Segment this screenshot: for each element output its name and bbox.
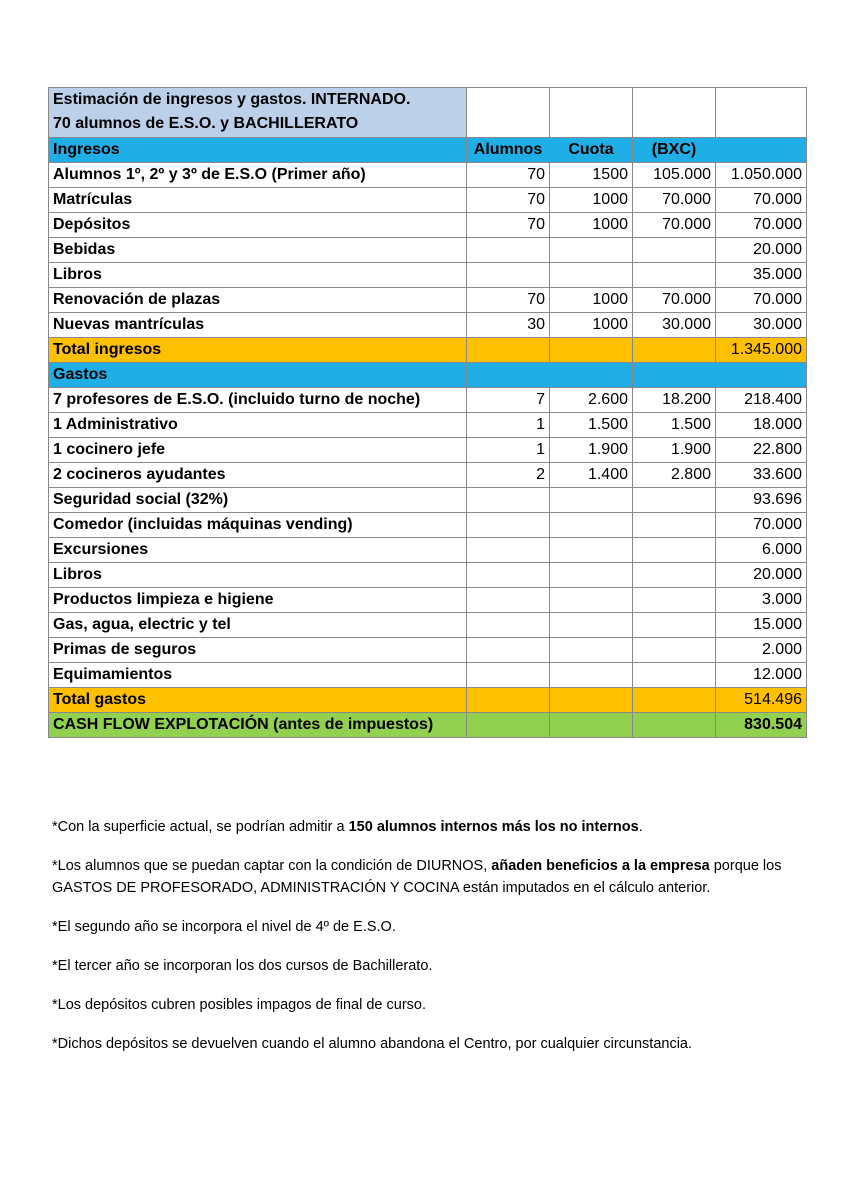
note-1: *Con la superficie actual, se podrían admitir a 150 alumnos internos más los no internos.	[52, 819, 643, 835]
cell-bxc	[633, 588, 716, 613]
cell-cuota: 1.500	[550, 413, 633, 438]
table-row	[49, 663, 807, 688]
cell-total: 1.050.000	[716, 163, 807, 188]
cell-alumnos: 70	[467, 213, 550, 238]
table-row	[49, 613, 807, 638]
cell-bxc: 70.000	[633, 213, 716, 238]
note-3: *El segundo año se incorpora el nivel de 4º de E.S.O.	[52, 919, 396, 935]
cell-cuota: 1.900	[550, 438, 633, 463]
table-row	[49, 313, 807, 338]
cell-bxc	[633, 263, 716, 288]
table-row	[49, 463, 807, 488]
table-row	[49, 288, 807, 313]
cell-total: 15.000	[716, 613, 807, 638]
row-label: Seguridad social (32%)	[49, 488, 467, 513]
ingresos-header: Ingresos	[49, 138, 467, 163]
cell-alumnos: 70	[467, 188, 550, 213]
cell-alumnos	[467, 238, 550, 263]
cell-bxc	[633, 638, 716, 663]
cell-total: 20.000	[716, 563, 807, 588]
empty-cell	[716, 88, 807, 138]
cell-total: 70.000	[716, 288, 807, 313]
table-row	[49, 438, 807, 463]
cell-cuota: 1000	[550, 188, 633, 213]
cell-alumnos	[467, 538, 550, 563]
empty-cell	[467, 338, 550, 363]
cell-alumnos	[467, 663, 550, 688]
cell-bxc: 1.500	[633, 413, 716, 438]
cell-cuota	[550, 238, 633, 263]
cell-bxc	[633, 238, 716, 263]
cell-alumnos: 2	[467, 463, 550, 488]
cell-cuota: 1500	[550, 163, 633, 188]
table-row	[49, 638, 807, 663]
table-row	[49, 513, 807, 538]
cell-cuota: 1.400	[550, 463, 633, 488]
table-row	[49, 163, 807, 188]
gastos-header-row	[49, 363, 807, 388]
row-label: Renovación de plazas	[49, 288, 467, 313]
total-ingresos-row	[49, 338, 807, 363]
cell-alumnos	[467, 638, 550, 663]
cell-alumnos	[467, 488, 550, 513]
empty-cell	[467, 688, 550, 713]
cell-total: 18.000	[716, 413, 807, 438]
cell-alumnos	[467, 263, 550, 288]
cell-alumnos	[467, 588, 550, 613]
cell-cuota: 1000	[550, 213, 633, 238]
empty-cell	[633, 713, 716, 738]
cell-bxc	[633, 488, 716, 513]
gastos-header: Gastos	[49, 363, 467, 388]
note-4: *El tercer año se incorporan los dos cursos de Bachillerato.	[52, 958, 433, 974]
empty-cell	[550, 713, 633, 738]
empty-cell	[467, 363, 550, 388]
table-row	[49, 188, 807, 213]
cell-bxc	[633, 538, 716, 563]
cell-cuota	[550, 663, 633, 688]
cell-total: 70.000	[716, 188, 807, 213]
cash-flow-row-value: 830.504	[716, 713, 807, 738]
empty-cell	[467, 713, 550, 738]
cell-total: 70.000	[716, 213, 807, 238]
cell-cuota	[550, 563, 633, 588]
row-label: Comedor (incluidas máquinas vending)	[49, 513, 467, 538]
empty-cell	[633, 338, 716, 363]
budget-table	[48, 87, 807, 738]
row-label: Gas, agua, electric y tel	[49, 613, 467, 638]
total-ingresos-row-label: Total ingresos	[49, 338, 467, 363]
cell-alumnos: 70	[467, 163, 550, 188]
cell-total: 70.000	[716, 513, 807, 538]
cash-flow-row-label: CASH FLOW EXPLOTACIÓN (antes de impuestos)	[49, 713, 467, 738]
ingresos-header-row	[49, 138, 807, 163]
cell-total: 93.696	[716, 488, 807, 513]
col-header-cuota: Cuota	[550, 138, 633, 163]
cell-alumnos	[467, 513, 550, 538]
cell-cuota	[550, 588, 633, 613]
note-6: *Dichos depósitos se devuelven cuando el alumno abandona el Centro, por cualquier circunstancia.	[52, 1036, 693, 1052]
row-label: Libros	[49, 563, 467, 588]
cell-alumnos: 1	[467, 413, 550, 438]
cell-total: 218.400	[716, 388, 807, 413]
row-label: Libros	[49, 263, 467, 288]
cell-cuota: 2.600	[550, 388, 633, 413]
row-label: Nuevas mantrículas	[49, 313, 467, 338]
table-row	[49, 488, 807, 513]
empty-cell	[550, 363, 633, 388]
total-ingresos-row-value: 1.345.000	[716, 338, 807, 363]
cell-bxc: 2.800	[633, 463, 716, 488]
empty-cell	[633, 688, 716, 713]
cell-bxc	[633, 563, 716, 588]
cell-bxc: 1.900	[633, 438, 716, 463]
cell-alumnos	[467, 613, 550, 638]
table-row	[49, 388, 807, 413]
table-row	[49, 263, 807, 288]
cell-cuota	[550, 263, 633, 288]
row-label: Productos limpieza e higiene	[49, 588, 467, 613]
cell-cuota	[550, 538, 633, 563]
total-gastos-row	[49, 688, 807, 713]
table-row	[49, 538, 807, 563]
row-label: 1 cocinero jefe	[49, 438, 467, 463]
cell-bxc	[633, 513, 716, 538]
table-row	[49, 238, 807, 263]
cell-cuota: 1000	[550, 288, 633, 313]
cell-total: 35.000	[716, 263, 807, 288]
cash-flow-row	[49, 713, 807, 738]
empty-cell	[633, 363, 716, 388]
row-label: Primas de seguros	[49, 638, 467, 663]
cell-alumnos: 70	[467, 288, 550, 313]
cell-cuota	[550, 613, 633, 638]
row-label: Matrículas	[49, 188, 467, 213]
cell-total: 30.000	[716, 313, 807, 338]
cell-cuota	[550, 513, 633, 538]
cell-bxc: 18.200	[633, 388, 716, 413]
row-label: Excursiones	[49, 538, 467, 563]
cell-bxc	[633, 663, 716, 688]
cell-cuota: 1000	[550, 313, 633, 338]
row-label: Bebidas	[49, 238, 467, 263]
cell-cuota	[550, 488, 633, 513]
row-label: Depósitos	[49, 213, 467, 238]
table-row	[49, 563, 807, 588]
cell-bxc: 105.000	[633, 163, 716, 188]
empty-cell	[467, 88, 550, 138]
cell-alumnos: 30	[467, 313, 550, 338]
col-header-alumnos: Alumnos	[467, 138, 550, 163]
table-row	[49, 413, 807, 438]
col-header-bxc: (BXC)	[633, 138, 716, 163]
title-line-2: 70 alumnos de E.S.O. y BACHILLERATO	[53, 115, 359, 132]
cell-total: 12.000	[716, 663, 807, 688]
cell-alumnos	[467, 563, 550, 588]
total-gastos-row-label: Total gastos	[49, 688, 467, 713]
cell-alumnos: 1	[467, 438, 550, 463]
cell-bxc: 30.000	[633, 313, 716, 338]
row-label: 7 profesores de E.S.O. (incluido turno de noche)	[49, 388, 467, 413]
cell-bxc: 70.000	[633, 188, 716, 213]
note-5: *Los depósitos cubren posibles impagos de final de curso.	[52, 997, 427, 1013]
notes	[52, 816, 812, 1072]
cell-bxc	[633, 613, 716, 638]
cell-cuota	[550, 638, 633, 663]
cell-total: 22.800	[716, 438, 807, 463]
note-2: *Los alumnos que se puedan captar con la condición de DIURNOS, añaden beneficios a la empresa porque los GASTOS DE PROFESORADO, ADMINISTRACIÓN Y COCINA están imputados en el cálculo anterior.	[52, 858, 782, 896]
cell-total: 20.000	[716, 238, 807, 263]
title-line-1: Estimación de ingresos y gastos. INTERNADO.	[53, 91, 411, 108]
empty-cell	[550, 688, 633, 713]
cell-bxc: 70.000	[633, 288, 716, 313]
cell-total: 33.600	[716, 463, 807, 488]
table-title	[49, 88, 467, 138]
total-gastos-row-value: 514.496	[716, 688, 807, 713]
row-label: Alumnos 1º, 2º y 3º de E.S.O (Primer año)	[49, 163, 467, 188]
cell-total: 2.000	[716, 638, 807, 663]
table-row	[49, 588, 807, 613]
empty-cell	[716, 363, 807, 388]
row-label: 2 cocineros ayudantes	[49, 463, 467, 488]
cell-total: 3.000	[716, 588, 807, 613]
empty-cell	[550, 338, 633, 363]
row-label: 1 Administrativo	[49, 413, 467, 438]
empty-cell	[633, 88, 716, 138]
table-row	[49, 213, 807, 238]
cell-total: 6.000	[716, 538, 807, 563]
cell-alumnos: 7	[467, 388, 550, 413]
row-label: Equimamientos	[49, 663, 467, 688]
empty-cell	[550, 88, 633, 138]
